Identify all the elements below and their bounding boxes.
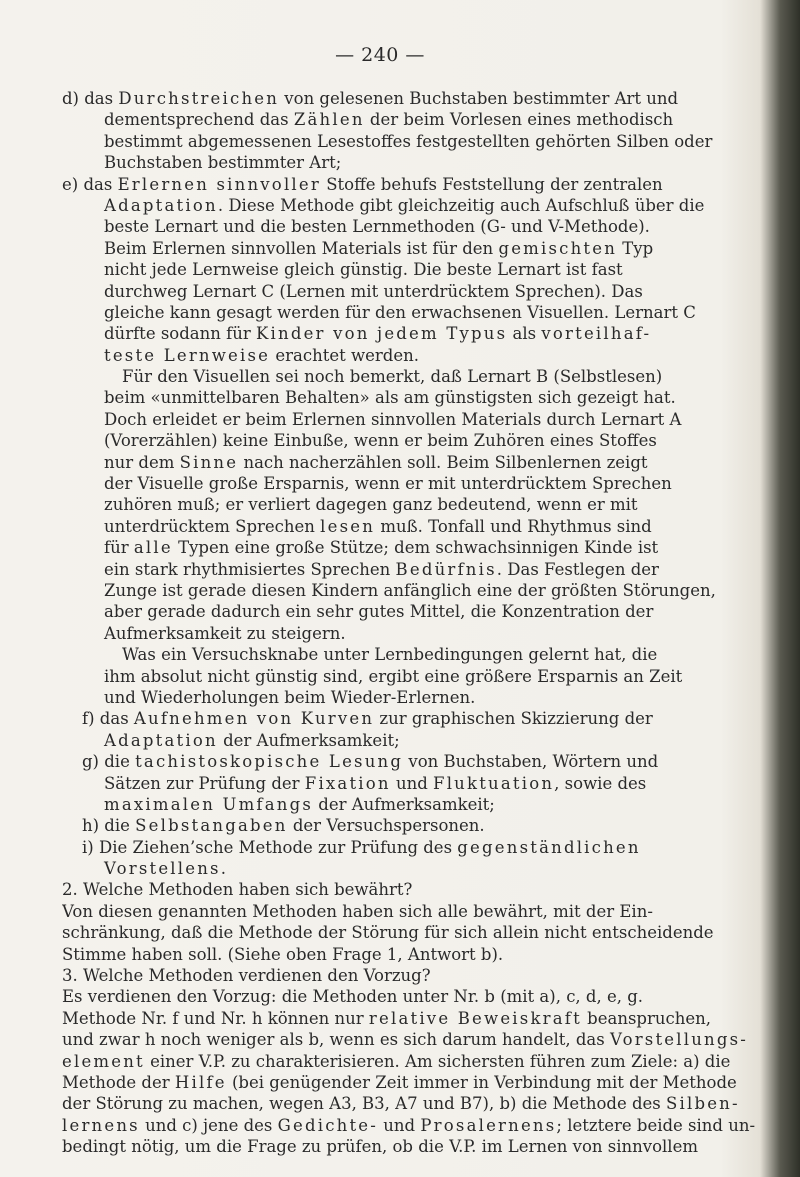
text-run: Sätzen zur Prüfung der	[104, 773, 305, 793]
text-run: als	[507, 324, 542, 344]
text-run: Was ein Versuchsknabe unter Lernbedingungen gelernt hat, die	[122, 645, 658, 665]
text-run: . Das Festlegen der	[496, 559, 659, 579]
spaced-emphasis-text: Vorstellungs-	[609, 1030, 749, 1050]
text-run: (bei genügender Zeit immer in Verbindung mit der Methode	[226, 1072, 737, 1092]
text-run: einer V.P. zu charakterisieren. Am sichersten führen zum Ziele: a) die	[144, 1051, 731, 1071]
text-line	[62, 1051, 767, 1072]
text-run: schränkung, daß die Methode der Störung für sich allein nicht entscheidende	[62, 923, 714, 943]
text-run: . Diese Methode gibt gleichzeitig auch Aufschluß über die	[217, 195, 705, 215]
text-line	[62, 88, 767, 109]
text-line	[62, 730, 767, 751]
text-run: bedingt nötig, um die Frage zu prüfen, ob die V.P. im Lernen von sinnvollem	[62, 1137, 698, 1157]
text-run: Buchstaben bestimmter Art;	[104, 153, 342, 173]
spaced-emphasis-text: element	[62, 1051, 145, 1071]
text-run: dementsprechend das	[104, 110, 294, 130]
text-run: e) das	[62, 174, 118, 194]
spaced-emphasis-text: tachistoskopische Lesung	[135, 752, 404, 772]
text-run: f) das	[82, 709, 134, 729]
page-number: — 240 —	[335, 44, 425, 66]
text-line	[62, 773, 767, 794]
text-run: Es verdienen den Vorzug: die Methoden unter Nr. b (mit a), c, d, e, g.	[62, 987, 644, 1007]
text-run: Doch erleidet er beim Erlernen sinnvollen Materials durch Lernart A	[104, 409, 682, 429]
text-line	[62, 922, 767, 943]
text-run: für	[104, 538, 134, 558]
text-run: zur graphischen Skizzierung der	[374, 709, 653, 729]
text-run: , sowie des	[554, 773, 647, 793]
spaced-emphasis-text: lernens	[62, 1115, 140, 1135]
text-run: erachtet werden.	[270, 345, 419, 365]
spaced-emphasis-text: lesen	[320, 516, 376, 536]
text-line	[62, 644, 767, 665]
text-line	[62, 238, 767, 259]
spaced-emphasis-text: Sinne	[179, 452, 239, 472]
text-line	[62, 1115, 767, 1136]
text-run: i) Die Ziehen’sche Methode zur Prüfung des	[82, 837, 458, 857]
spaced-emphasis-text: Adaptation	[104, 730, 218, 750]
text-line	[62, 409, 767, 430]
text-line	[62, 387, 767, 408]
text-line	[62, 195, 767, 216]
text-run: nach nacherzählen soll. Beim Silbenlernen zeigt	[238, 452, 648, 472]
text-run: zuhören muß; er verliert dagegen ganz bedeutend, wenn er mit	[104, 495, 638, 515]
text-run: beim «unmittelbaren Behalten» als am günstigsten sich gezeigt hat.	[104, 388, 676, 408]
text-line	[62, 580, 767, 601]
spaced-emphasis-text: relative Beweiskraft	[368, 1008, 582, 1028]
page-edge-shadow	[780, 80, 800, 1080]
spaced-emphasis-text: Adaptation	[104, 195, 218, 215]
text-run: muß. Tonfall und Rhythmus sind	[375, 516, 652, 536]
text-line	[62, 302, 767, 323]
text-line	[62, 794, 767, 815]
text-line	[62, 687, 767, 708]
spaced-emphasis-text: Gedichte-	[277, 1115, 379, 1135]
spaced-emphasis-text: Prosalernens	[420, 1115, 557, 1135]
text-run: der beim Vorlesen eines methodisch	[364, 110, 674, 130]
text-line	[62, 259, 767, 280]
text-line	[62, 858, 767, 879]
text-line	[62, 1093, 767, 1114]
spaced-emphasis-text: vorteilhaf-	[541, 324, 652, 344]
text-line	[62, 666, 767, 687]
spaced-emphasis-text: Fixation	[304, 773, 391, 793]
text-run: Für den Visuellen sei noch bemerkt, daß Lernart B (Selbstlesen)	[122, 367, 663, 387]
text-line	[62, 751, 767, 772]
spaced-emphasis-text: Zählen	[293, 110, 365, 130]
text-run: h) die	[82, 816, 136, 836]
text-run: Zunge ist gerade diesen Kindern anfänglich eine der größten Störungen,	[104, 580, 716, 600]
text-line	[62, 559, 767, 580]
text-line	[62, 216, 767, 237]
spaced-emphasis-text: alle	[133, 538, 173, 558]
spaced-emphasis-text: Selbstangaben	[135, 816, 288, 836]
text-run: Von diesen genannten Methoden haben sich alle bewährt, mit der Ein-	[62, 901, 653, 921]
spaced-emphasis-text: Vorstellens	[104, 859, 221, 879]
text-line	[62, 473, 767, 494]
text-line	[62, 516, 767, 537]
text-line	[62, 494, 767, 515]
text-line	[62, 837, 767, 858]
text-line	[62, 152, 767, 173]
spaced-emphasis-text: Silben-	[666, 1094, 740, 1114]
spaced-emphasis-text: Fluktuation	[433, 773, 555, 793]
text-run: von gelesenen Buchstaben bestimmter Art und	[279, 89, 679, 108]
spaced-emphasis-text: Durchstreichen	[118, 89, 280, 108]
text-line	[62, 345, 767, 366]
text-run: Beim Erlernen sinnvollen Materials ist für den	[104, 238, 499, 258]
text-line	[62, 109, 767, 130]
text-run: unterdrücktem Sprechen	[104, 516, 321, 536]
text-run: und c) jene des	[139, 1115, 278, 1135]
text-run: .	[220, 859, 226, 879]
text-line	[62, 537, 767, 558]
text-run: Methode der	[62, 1072, 175, 1092]
text-line	[62, 1008, 767, 1029]
text-run: Typen eine große Stütze; dem schwachsinnigen Kinde ist	[172, 538, 659, 558]
text-line	[62, 879, 767, 900]
text-run: Methode Nr. f und Nr. h können nur	[62, 1008, 369, 1028]
text-run: ihm absolut nicht günstig sind, ergibt eine größere Ersparnis an Zeit	[104, 666, 683, 686]
text-run: durchweg Lernart C (Lernen mit unterdrücktem Sprechen). Das	[104, 281, 643, 301]
text-line	[62, 901, 767, 922]
text-run: der Aufmerksamkeit;	[313, 794, 495, 814]
text-run: 3. Welche Methoden verdienen den Vorzug?	[62, 966, 431, 986]
text-run: nur dem	[104, 452, 180, 472]
text-line	[62, 1072, 767, 1093]
text-run: ein stark rhythmisiertes Sprechen	[104, 559, 396, 579]
text-line	[62, 623, 767, 644]
text-run: dürfte sodann für	[104, 324, 256, 344]
text-line	[62, 601, 767, 622]
spaced-emphasis-text: Hilfe	[174, 1072, 227, 1092]
text-run: von Buchstaben, Wörtern und	[403, 752, 659, 772]
text-run: der Versuchspersonen.	[287, 816, 485, 836]
text-line	[62, 708, 767, 729]
text-line	[62, 281, 767, 302]
spaced-emphasis-text: Aufnehmen von Kurven	[133, 709, 375, 729]
text-line	[62, 1029, 767, 1050]
spaced-emphasis-text: Erlernen sinnvoller	[117, 174, 321, 194]
spaced-emphasis-text: gegenständlichen	[457, 837, 641, 857]
text-run: beanspruchen,	[581, 1008, 712, 1028]
spaced-emphasis-text: Bedürfnis	[395, 559, 497, 579]
text-line	[62, 430, 767, 451]
text-line	[62, 944, 767, 965]
text-run: der Visuelle große Ersparnis, wenn er mit unterdrücktem Sprechen	[104, 474, 672, 494]
text-run: Typ	[617, 238, 654, 258]
text-run: d) das	[62, 89, 119, 108]
text-line	[62, 174, 767, 195]
text-line	[62, 986, 767, 1007]
text-run: bestimmt abgemessenen Lesestoffes festgestellten gehörten Silben oder	[104, 131, 713, 151]
text-line	[62, 815, 767, 836]
text-run: beste Lernart und die besten Lernmethoden (G- und V-Methode).	[104, 217, 650, 237]
spaced-emphasis-text: gemischten	[498, 238, 618, 258]
text-run: gleiche kann gesagt werden für den erwachsenen Visuellen. Lernart C	[104, 302, 696, 322]
text-run: g) die	[82, 752, 136, 772]
spaced-emphasis-text: maximalen Umfangs	[104, 794, 314, 814]
text-line	[62, 1136, 767, 1157]
text-run: und zwar h noch weniger als b, wenn es sich darum handelt, das	[62, 1030, 610, 1050]
text-line	[62, 965, 767, 986]
text-run: (Vorerzählen) keine Einbuße, wenn er beim Zuhören eines Stoffes	[104, 431, 657, 451]
text-run: Stoffe behufs Feststellung der zentralen	[320, 174, 663, 194]
text-line	[62, 131, 767, 152]
text-run: ; letztere beide sind un-	[556, 1115, 756, 1135]
text-run: der Aufmerksamkeit;	[217, 730, 400, 750]
text-run: und Wiederholungen beim Wieder-Erlernen.	[104, 687, 476, 707]
text-line	[62, 452, 767, 473]
text-line	[62, 366, 767, 387]
text-run: nicht jede Lernweise gleich günstig. Die beste Lernart ist fast	[104, 260, 623, 280]
text-run: Aufmerksamkeit zu steigern.	[104, 623, 346, 643]
spaced-emphasis-text: teste Lernweise	[104, 345, 271, 365]
text-run: Stimme haben soll. (Siehe oben Frage 1, Antwort b).	[62, 944, 504, 964]
text-run: der Störung zu machen, wegen A3, B3, A7 und B7), b) die Methode des	[62, 1094, 666, 1114]
page-body-text	[62, 88, 767, 1158]
text-run: 2. Welche Methoden haben sich bewährt?	[62, 880, 413, 900]
text-run: und	[390, 773, 434, 793]
text-run: aber gerade dadurch ein sehr gutes Mittel, die Konzentration der	[104, 602, 654, 622]
spaced-emphasis-text: Kinder von jedem Typus	[256, 324, 508, 344]
text-run: und	[378, 1115, 421, 1135]
text-line	[62, 323, 767, 344]
